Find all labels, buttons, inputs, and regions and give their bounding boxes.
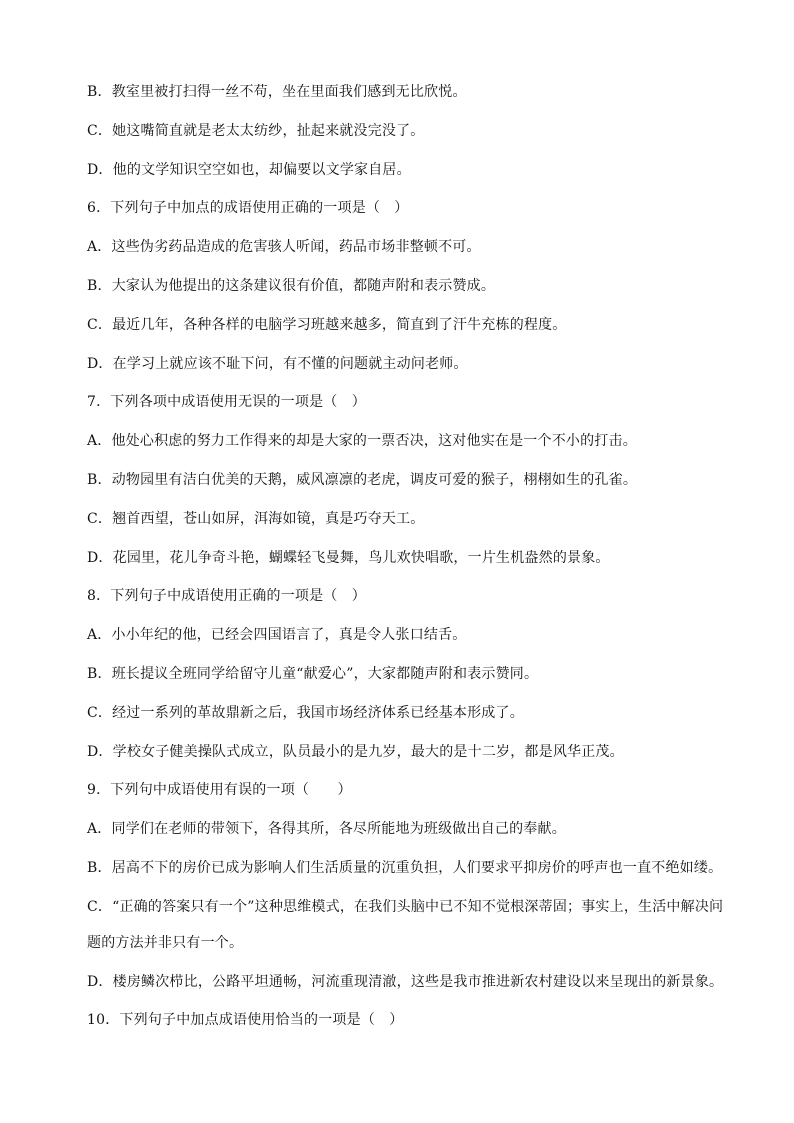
text-line: C．经过一系列的革故鼎新之后，我国市场经济体系已经基本形成了。 [87, 704, 524, 721]
question-stem: 9．下列句中成语使用有误的一项（ ） [87, 782, 352, 799]
question-stem: 10．下列句子中加点成语使用恰当的一项是（ ） [87, 1012, 404, 1029]
text-line: A．这些伪劣药品造成的危害骇人听闻，药品市场非整顿不可。 [87, 239, 481, 256]
question-stem: 6．下列句子中加点的成语使用正确的一项是（ ） [87, 200, 409, 217]
text-line: D．他的文学知识空空如也，却偏要以文学家自居。 [87, 161, 411, 178]
text-line: A．他处心积虑的努力工作得来的却是大家的一票否决，这对他实在是一个不小的打击。 [87, 433, 637, 450]
text-line: C．“正确的答案只有一个”这种思维模式，在我们头脑中已不知不觉根深蒂固；事实上，生活中解决问 [87, 898, 724, 915]
text-line: B．班长提议全班同学给留守儿童“献爱心”，大家都随声附和表示赞同。 [87, 665, 539, 682]
text-line: B．动物园里有洁白优美的天鹅，威风凛凛的老虎，调皮可爱的猴子，栩栩如生的孔雀。 [87, 471, 638, 488]
text-line: D．学校女子健美操队式成立，队员最小的是九岁，最大的是十二岁，都是风华正茂。 [87, 743, 624, 760]
text-line: C．最近几年，各种各样的电脑学习班越来越多，简直到了汗牛充栋的程度。 [87, 316, 567, 333]
question-stem: 7．下列各项中成语使用无误的一项是（ ） [87, 394, 366, 411]
text-line: D．在学习上就应该不耻下问，有不懂的问题就主动问老师。 [87, 355, 468, 372]
text-line: B．居高不下的房价已成为影响人们生活质量的沉重负担，人们要求平抑房价的呼声也一直不绝如缕。 [87, 859, 723, 876]
text-line: B．教室里被打扫得一丝不苟，坐在里面我们感到无比欣悦。 [87, 84, 467, 100]
question-text-block [87, 82, 727, 1049]
text-line-continuation: 题的方法并非只有一个。 [87, 934, 244, 951]
text-line: C．翘首西望，苍山如屏，洱海如镜，真是巧夺天工。 [87, 510, 425, 527]
text-line: B．大家认为他提出的这条建议很有价值，都随声附和表示赞成。 [87, 277, 496, 294]
text-line: C．她这嘴简直就是老太太纺纱，扯起来就没完没了。 [87, 122, 425, 139]
text-line: A．小小年纪的他，已经会四国语言了，真是令人张口结舌。 [87, 627, 467, 644]
text-line: D．楼房鳞次栉比，公路平坦通畅，河流重现清澈，这些是我市推进新农村建设以来呈现出的新景象。 [87, 973, 724, 990]
question-stem: 8．下列句子中成语使用正确的一项是（ ） [87, 588, 366, 605]
text-line: A．同学们在老师的带领下，各得其所，各尽所能地为班级做出自己的奉献。 [87, 821, 566, 838]
text-line: D．花园里，花儿争奇斗艳，蝴蝶轻飞曼舞，鸟儿欢快唱歌，一片生机盎然的景象。 [87, 549, 610, 566]
